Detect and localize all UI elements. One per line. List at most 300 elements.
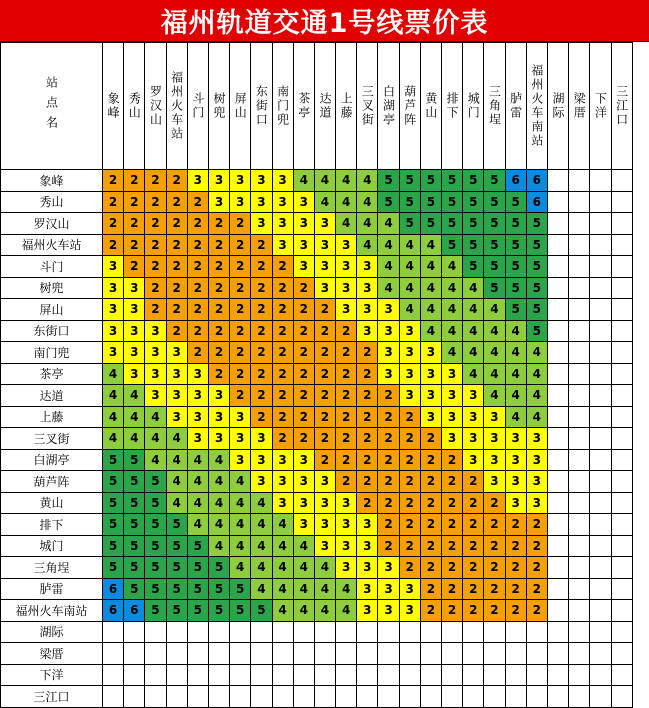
fare-cell: 3 xyxy=(208,385,229,407)
fare-cell: 6 xyxy=(505,170,526,192)
fare-cell: 3 xyxy=(187,428,208,450)
fare-cell: 3 xyxy=(124,277,145,299)
fare-cell xyxy=(611,664,632,686)
fare-cell xyxy=(420,686,441,708)
fare-cell xyxy=(547,213,568,235)
fare-cell: 2 xyxy=(314,449,335,471)
fare-cell xyxy=(569,170,590,192)
fare-cell: 5 xyxy=(505,256,526,278)
fare-cell xyxy=(611,256,632,278)
fare-cell: 4 xyxy=(145,406,166,428)
fare-cell: 2 xyxy=(293,342,314,364)
fare-cell xyxy=(590,643,611,665)
fare-cell: 3 xyxy=(293,514,314,536)
fare-cell xyxy=(547,686,568,708)
fare-cell xyxy=(590,342,611,364)
fare-cell: 2 xyxy=(103,234,124,256)
fare-cell: 4 xyxy=(124,385,145,407)
fare-cell: 3 xyxy=(314,535,335,557)
fare-cell: 2 xyxy=(442,449,463,471)
table-row xyxy=(1,170,633,192)
fare-cell xyxy=(547,557,568,579)
fare-cell: 2 xyxy=(166,234,187,256)
fare-cell xyxy=(187,621,208,643)
fare-cell: 4 xyxy=(399,256,420,278)
fare-cell xyxy=(272,621,293,643)
fare-cell: 4 xyxy=(230,514,251,536)
column-header: 胪雷 xyxy=(505,43,526,170)
fare-cell xyxy=(569,213,590,235)
fare-cell xyxy=(611,686,632,708)
fare-cell: 2 xyxy=(293,320,314,342)
fare-cell xyxy=(336,664,357,686)
fare-cell xyxy=(547,277,568,299)
column-header: 白湖亭 xyxy=(378,43,399,170)
fare-cell xyxy=(336,643,357,665)
fare-cell: 2 xyxy=(314,299,335,321)
fare-cell xyxy=(124,621,145,643)
fare-cell: 3 xyxy=(484,449,505,471)
fare-cell xyxy=(611,578,632,600)
fare-cell: 3 xyxy=(357,557,378,579)
fare-cell: 4 xyxy=(187,471,208,493)
fare-cell: 4 xyxy=(399,299,420,321)
fare-cell: 2 xyxy=(251,342,272,364)
fare-cell: 5 xyxy=(399,213,420,235)
fare-cell: 6 xyxy=(526,191,547,213)
fare-cell: 2 xyxy=(251,385,272,407)
fare-cell: 4 xyxy=(442,299,463,321)
row-header: 梁厝 xyxy=(1,643,103,665)
fare-cell: 3 xyxy=(230,406,251,428)
fare-cell: 4 xyxy=(166,471,187,493)
fare-cell xyxy=(569,320,590,342)
fare-cell: 2 xyxy=(272,299,293,321)
fare-cell xyxy=(611,363,632,385)
fare-cell: 4 xyxy=(463,363,484,385)
fare-cell: 4 xyxy=(463,277,484,299)
fare-cell xyxy=(547,449,568,471)
table-row xyxy=(1,299,633,321)
fare-cell: 3 xyxy=(399,600,420,622)
fare-cell: 5 xyxy=(103,557,124,579)
fare-cell: 3 xyxy=(420,342,441,364)
fare-cell: 2 xyxy=(420,471,441,493)
fare-cell: 4 xyxy=(505,342,526,364)
fare-cell xyxy=(251,621,272,643)
fare-cell xyxy=(590,471,611,493)
fare-cell: 2 xyxy=(336,385,357,407)
table-row xyxy=(1,256,633,278)
fare-cell xyxy=(293,664,314,686)
fare-cell: 2 xyxy=(187,234,208,256)
fare-cell: 4 xyxy=(230,557,251,579)
fare-cell xyxy=(526,643,547,665)
fare-cell: 5 xyxy=(463,213,484,235)
column-header: 上藤 xyxy=(336,43,357,170)
fare-cell xyxy=(547,320,568,342)
fare-cell xyxy=(314,686,335,708)
fare-cell: 4 xyxy=(187,514,208,536)
table-row xyxy=(1,191,633,213)
fare-cell: 3 xyxy=(378,320,399,342)
fare-cell xyxy=(357,621,378,643)
fare-cell: 5 xyxy=(230,600,251,622)
table-row xyxy=(1,428,633,450)
fare-cell xyxy=(569,535,590,557)
fare-cell: 3 xyxy=(442,363,463,385)
fare-cell: 2 xyxy=(145,234,166,256)
fare-cell xyxy=(230,621,251,643)
fare-cell: 2 xyxy=(145,277,166,299)
fare-cell xyxy=(611,385,632,407)
table-row xyxy=(1,514,633,536)
fare-cell: 2 xyxy=(208,320,229,342)
fare-cell: 3 xyxy=(420,406,441,428)
table-row xyxy=(1,621,633,643)
fare-cell xyxy=(569,428,590,450)
fare-cell: 2 xyxy=(442,471,463,493)
fare-cell: 3 xyxy=(314,492,335,514)
fare-cell xyxy=(611,191,632,213)
fare-cell: 2 xyxy=(314,385,335,407)
column-header: 下洋 xyxy=(590,43,611,170)
fare-cell: 3 xyxy=(442,385,463,407)
fare-cell xyxy=(569,191,590,213)
fare-cell xyxy=(505,643,526,665)
fare-cell: 3 xyxy=(145,342,166,364)
fare-cell: 3 xyxy=(357,277,378,299)
fare-cell: 3 xyxy=(272,492,293,514)
fare-cell: 3 xyxy=(145,385,166,407)
fare-cell: 2 xyxy=(293,363,314,385)
fare-cell: 3 xyxy=(251,449,272,471)
fare-cell: 4 xyxy=(293,600,314,622)
fare-cell xyxy=(547,234,568,256)
fare-cell xyxy=(505,664,526,686)
fare-cell: 3 xyxy=(314,234,335,256)
fare-cell xyxy=(611,557,632,579)
fare-cell: 3 xyxy=(103,342,124,364)
fare-cell: 2 xyxy=(230,256,251,278)
fare-cell: 2 xyxy=(187,256,208,278)
fare-cell: 2 xyxy=(442,578,463,600)
fare-cell: 5 xyxy=(378,170,399,192)
row-header: 三角埕 xyxy=(1,557,103,579)
fare-cell: 2 xyxy=(187,342,208,364)
fare-cell: 4 xyxy=(230,535,251,557)
fare-cell: 2 xyxy=(272,385,293,407)
fare-cell: 3 xyxy=(442,406,463,428)
fare-cell xyxy=(124,643,145,665)
fare-cell: 4 xyxy=(293,170,314,192)
fare-cell: 4 xyxy=(251,535,272,557)
fare-cell: 4 xyxy=(145,449,166,471)
fare-cell: 4 xyxy=(526,363,547,385)
fare-cell: 3 xyxy=(484,471,505,493)
fare-cell: 5 xyxy=(420,191,441,213)
fare-cell: 3 xyxy=(463,449,484,471)
fare-cell xyxy=(590,621,611,643)
fare-cell xyxy=(569,277,590,299)
fare-cell xyxy=(590,213,611,235)
fare-cell: 4 xyxy=(103,406,124,428)
fare-cell: 2 xyxy=(272,363,293,385)
column-header: 排下 xyxy=(442,43,463,170)
fare-cell xyxy=(187,686,208,708)
fare-cell xyxy=(590,514,611,536)
row-header: 胪雷 xyxy=(1,578,103,600)
fare-cell: 2 xyxy=(230,213,251,235)
fare-cell xyxy=(547,492,568,514)
fare-cell: 3 xyxy=(357,514,378,536)
fare-cell: 3 xyxy=(103,256,124,278)
fare-cell: 3 xyxy=(293,471,314,493)
fare-cell: 5 xyxy=(399,191,420,213)
fare-cell: 4 xyxy=(314,557,335,579)
fare-cell: 3 xyxy=(526,428,547,450)
fare-cell: 3 xyxy=(103,277,124,299)
fare-cell: 4 xyxy=(251,557,272,579)
fare-cell: 2 xyxy=(187,191,208,213)
fare-cell: 3 xyxy=(124,299,145,321)
table-row xyxy=(1,342,633,364)
fare-cell xyxy=(103,686,124,708)
fare-cell: 2 xyxy=(484,492,505,514)
fare-cell xyxy=(611,600,632,622)
column-header: 福州火车南站 xyxy=(526,43,547,170)
fare-cell: 2 xyxy=(420,535,441,557)
fare-cell xyxy=(378,664,399,686)
fare-cell xyxy=(569,385,590,407)
fare-cell: 5 xyxy=(526,256,547,278)
fare-cell: 4 xyxy=(484,363,505,385)
fare-cell: 2 xyxy=(505,514,526,536)
fare-cell: 4 xyxy=(251,514,272,536)
fare-cell: 5 xyxy=(124,471,145,493)
fare-cell xyxy=(145,664,166,686)
fare-cell: 2 xyxy=(187,277,208,299)
table-row xyxy=(1,535,633,557)
fare-cell: 3 xyxy=(272,191,293,213)
fare-cell: 3 xyxy=(420,385,441,407)
fare-cell: 3 xyxy=(145,320,166,342)
fare-cell: 3 xyxy=(293,191,314,213)
fare-cell: 5 xyxy=(526,299,547,321)
fare-cell: 4 xyxy=(272,514,293,536)
fare-cell: 4 xyxy=(420,256,441,278)
fare-cell: 3 xyxy=(208,191,229,213)
fare-cell: 4 xyxy=(314,191,335,213)
table-row xyxy=(1,492,633,514)
fare-cell: 4 xyxy=(166,428,187,450)
fare-cell: 2 xyxy=(103,213,124,235)
fare-cell: 5 xyxy=(463,170,484,192)
column-header: 三江口 xyxy=(611,43,632,170)
column-header: 树兜 xyxy=(208,43,229,170)
fare-cell xyxy=(208,621,229,643)
fare-cell: 2 xyxy=(442,535,463,557)
fare-cell: 2 xyxy=(420,428,441,450)
fare-cell xyxy=(526,621,547,643)
fare-cell: 2 xyxy=(420,514,441,536)
row-header: 上藤 xyxy=(1,406,103,428)
fare-cell: 5 xyxy=(230,578,251,600)
fare-cell: 2 xyxy=(272,342,293,364)
fare-cell: 2 xyxy=(399,471,420,493)
fare-cell: 5 xyxy=(505,213,526,235)
fare-cell: 2 xyxy=(357,363,378,385)
fare-cell: 3 xyxy=(166,406,187,428)
fare-cell: 2 xyxy=(293,428,314,450)
fare-cell: 4 xyxy=(442,342,463,364)
fare-cell xyxy=(569,643,590,665)
fare-cell: 3 xyxy=(336,277,357,299)
fare-cell: 4 xyxy=(357,234,378,256)
fare-cell: 2 xyxy=(357,342,378,364)
fare-cell: 2 xyxy=(442,492,463,514)
fare-cell: 3 xyxy=(314,256,335,278)
fare-cell: 3 xyxy=(505,471,526,493)
column-header: 湖际 xyxy=(547,43,568,170)
fare-cell: 3 xyxy=(208,170,229,192)
fare-cell: 5 xyxy=(526,320,547,342)
fare-cell: 4 xyxy=(124,406,145,428)
fare-cell: 2 xyxy=(336,320,357,342)
fare-cell: 5 xyxy=(145,578,166,600)
column-header: 茶亭 xyxy=(293,43,314,170)
row-header: 福州火车站 xyxy=(1,234,103,256)
fare-cell: 3 xyxy=(272,170,293,192)
fare-cell: 5 xyxy=(103,535,124,557)
fare-cell: 5 xyxy=(166,557,187,579)
fare-cell: 2 xyxy=(272,277,293,299)
fare-cell: 4 xyxy=(526,406,547,428)
fare-cell: 2 xyxy=(378,428,399,450)
fare-cell: 3 xyxy=(293,213,314,235)
fare-cell: 4 xyxy=(484,342,505,364)
fare-cell: 5 xyxy=(166,535,187,557)
fare-cell xyxy=(124,686,145,708)
column-header: 城门 xyxy=(463,43,484,170)
fare-table xyxy=(0,42,633,708)
fare-cell: 2 xyxy=(399,535,420,557)
row-header: 福州火车南站 xyxy=(1,600,103,622)
fare-cell xyxy=(484,686,505,708)
fare-cell: 4 xyxy=(399,234,420,256)
fare-cell: 2 xyxy=(399,492,420,514)
fare-cell: 5 xyxy=(484,213,505,235)
fare-cell: 4 xyxy=(420,277,441,299)
fare-cell xyxy=(293,621,314,643)
fare-cell: 4 xyxy=(442,320,463,342)
table-row xyxy=(1,363,633,385)
fare-cell xyxy=(484,664,505,686)
fare-cell xyxy=(442,621,463,643)
fare-cell: 5 xyxy=(145,471,166,493)
fare-cell xyxy=(547,535,568,557)
fare-cell: 5 xyxy=(505,277,526,299)
fare-cell: 2 xyxy=(230,385,251,407)
fare-cell: 5 xyxy=(124,492,145,514)
fare-cell: 4 xyxy=(378,277,399,299)
fare-cell: 2 xyxy=(124,191,145,213)
table-row xyxy=(1,578,633,600)
fare-cell: 3 xyxy=(314,514,335,536)
fare-cell: 3 xyxy=(272,449,293,471)
fare-cell: 2 xyxy=(314,406,335,428)
fare-cell xyxy=(166,621,187,643)
column-header: 南门兜 xyxy=(272,43,293,170)
fare-cell: 5 xyxy=(463,256,484,278)
fare-cell: 2 xyxy=(145,256,166,278)
fare-cell: 4 xyxy=(124,428,145,450)
fare-cell xyxy=(611,170,632,192)
fare-cell xyxy=(590,385,611,407)
fare-cell: 3 xyxy=(103,320,124,342)
fare-cell xyxy=(420,621,441,643)
fare-cell xyxy=(314,643,335,665)
column-header: 象峰 xyxy=(103,43,124,170)
column-header: 屏山 xyxy=(230,43,251,170)
table-row xyxy=(1,557,633,579)
fare-cell xyxy=(463,664,484,686)
fare-cell xyxy=(611,320,632,342)
fare-cell: 3 xyxy=(336,256,357,278)
fare-cell: 2 xyxy=(251,277,272,299)
fare-cell: 2 xyxy=(399,514,420,536)
fare-cell: 5 xyxy=(124,557,145,579)
fare-cell: 5 xyxy=(103,514,124,536)
fare-cell: 4 xyxy=(484,385,505,407)
fare-cell: 2 xyxy=(484,535,505,557)
fare-cell xyxy=(611,449,632,471)
fare-cell xyxy=(357,643,378,665)
fare-cell xyxy=(547,342,568,364)
fare-cell: 3 xyxy=(230,428,251,450)
fare-cell: 5 xyxy=(484,256,505,278)
fare-cell: 5 xyxy=(208,578,229,600)
row-header: 葫芦阵 xyxy=(1,471,103,493)
fare-cell: 5 xyxy=(505,191,526,213)
fare-cell xyxy=(399,664,420,686)
fare-cell: 2 xyxy=(166,299,187,321)
fare-cell: 5 xyxy=(484,170,505,192)
fare-cell xyxy=(251,686,272,708)
fare-cell: 2 xyxy=(420,557,441,579)
fare-cell xyxy=(569,492,590,514)
table-row xyxy=(1,600,633,622)
fare-cell xyxy=(569,299,590,321)
fare-cell xyxy=(590,557,611,579)
fare-cell: 4 xyxy=(336,213,357,235)
table-row xyxy=(1,449,633,471)
fare-cell xyxy=(547,643,568,665)
fare-cell xyxy=(569,449,590,471)
fare-cell xyxy=(547,664,568,686)
fare-cell: 4 xyxy=(314,170,335,192)
fare-cell: 5 xyxy=(103,449,124,471)
fare-cell: 5 xyxy=(145,492,166,514)
fare-cell: 5 xyxy=(442,234,463,256)
fare-cell: 2 xyxy=(484,514,505,536)
fare-cell: 4 xyxy=(293,578,314,600)
fare-cell: 4 xyxy=(336,191,357,213)
fare-cell: 6 xyxy=(103,578,124,600)
row-header: 南门兜 xyxy=(1,342,103,364)
fare-cell xyxy=(526,686,547,708)
fare-cell: 2 xyxy=(251,406,272,428)
